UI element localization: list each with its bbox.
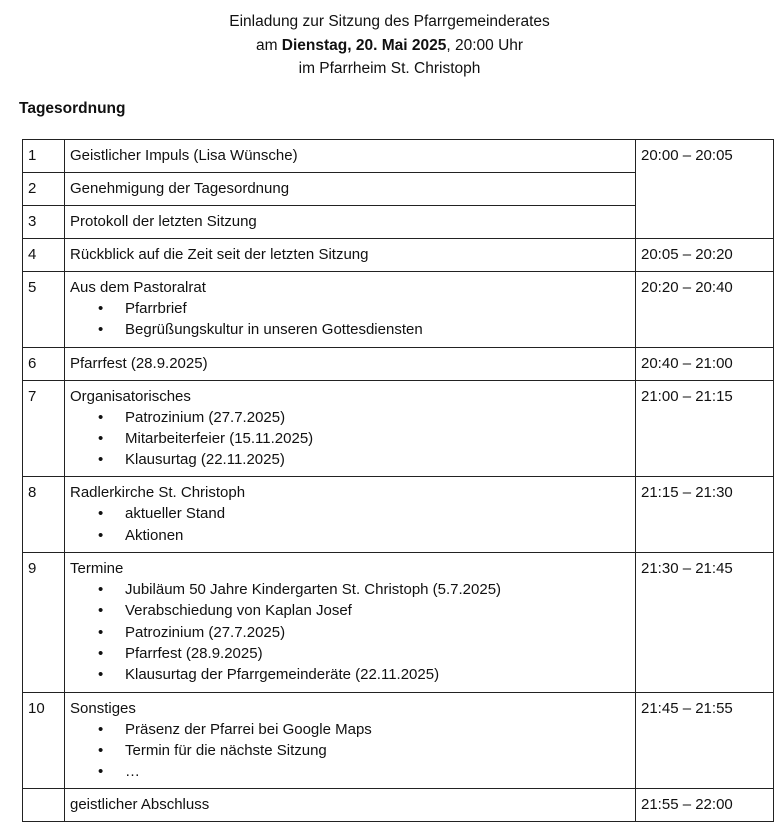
agenda-topic: Rückblick auf die Zeit seit der letzten Sitzung	[65, 239, 636, 272]
list-item	[98, 719, 630, 740]
agenda-topic: Genehmigung der Tagesordnung	[65, 173, 636, 206]
bullet-icon: •	[98, 451, 104, 469]
list-item	[98, 428, 630, 449]
list-item	[98, 449, 630, 470]
list-item-label: Pfarrfest (28.9.2025)	[125, 644, 263, 662]
bullet-icon: •	[98, 581, 104, 599]
list-item-label: aktueller Stand	[125, 505, 226, 523]
agenda-time: 20:20 – 20:40	[636, 272, 774, 348]
sub-item-list	[70, 719, 630, 783]
list-item-label: Präsenz der Pfarrei bei Google Maps	[125, 720, 372, 738]
agenda-time: 20:40 – 21:00	[636, 347, 774, 380]
meeting-date-line	[0, 34, 779, 58]
bullet-icon: •	[98, 623, 104, 641]
table-row	[23, 477, 774, 553]
sub-item-list	[70, 579, 630, 685]
agenda-topic: Pfarrfest (28.9.2025)	[65, 347, 636, 380]
list-item-label: Klausurtag der Pfarrgemeinderäte (22.11.2025)	[125, 666, 440, 684]
list-item-label: Jubiläum 50 Jahre Kindergarten St. Christoph (5.7.2025)	[125, 581, 502, 599]
agenda-heading: Tagesordnung	[19, 100, 126, 117]
agenda-topic: Termine	[70, 560, 124, 578]
date-prefix: am	[255, 36, 282, 54]
list-item	[98, 319, 630, 340]
agenda-time: 21:15 – 21:30	[636, 477, 774, 553]
bullet-icon: •	[98, 321, 104, 339]
agenda-number: 10	[23, 692, 65, 789]
table-row	[23, 380, 774, 477]
agenda-time: 20:05 – 20:20	[636, 239, 774, 272]
list-item-label: Begrüßungskultur in unseren Gottesdiensten	[125, 321, 423, 339]
list-item	[98, 298, 630, 319]
list-item-label: Verabschiedung von Kaplan Josef	[125, 602, 352, 620]
list-item	[98, 622, 630, 643]
list-item	[98, 761, 630, 782]
agenda-time: 21:30 – 21:45	[636, 553, 774, 692]
table-row	[23, 789, 774, 822]
list-item-label: Termin für die nächste Sitzung	[125, 741, 327, 759]
agenda-topic: geistlicher Abschluss	[65, 789, 636, 822]
agenda-topic-cell	[65, 380, 636, 477]
agenda-topic-cell	[65, 553, 636, 692]
agenda-time: 20:00 – 20:05	[636, 140, 774, 239]
meeting-location: im Pfarrheim St. Christoph	[298, 60, 481, 77]
bullet-icon: •	[98, 300, 104, 317]
table-row	[23, 692, 774, 789]
agenda-number: 5	[23, 272, 65, 348]
agenda-number: 6	[23, 347, 65, 380]
agenda-time: 21:00 – 21:15	[636, 380, 774, 477]
bullet-icon: •	[98, 741, 104, 759]
table-row	[23, 347, 774, 380]
table-row	[23, 239, 774, 272]
agenda-number: 4	[23, 239, 65, 272]
agenda-topic: Sonstiges	[70, 699, 136, 717]
bullet-icon: •	[98, 408, 104, 426]
agenda-topic: Aus dem Pastoralrat	[70, 279, 206, 296]
list-item	[98, 600, 630, 621]
meeting-date: Dienstag, 20. Mai 2025	[281, 36, 447, 54]
list-item	[98, 503, 630, 524]
agenda-number: 1	[23, 140, 65, 173]
agenda-topic: Radlerkirche St. Christoph	[70, 484, 246, 502]
table-row	[23, 140, 774, 173]
bullet-icon: •	[98, 720, 104, 738]
sub-item-list	[70, 298, 630, 341]
list-item-label: Patrozinium (27.7.2025)	[125, 408, 286, 426]
list-item	[98, 643, 630, 664]
agenda-number: 3	[23, 206, 65, 239]
sub-item-list	[70, 407, 630, 471]
bullet-icon: •	[98, 763, 104, 781]
agenda-number	[23, 789, 65, 822]
table-row	[23, 272, 774, 348]
agenda-topic-cell	[65, 477, 636, 553]
invitation-header	[0, 10, 779, 81]
agenda-topic: Organisatorisches	[70, 387, 191, 405]
bullet-icon: •	[98, 644, 104, 662]
agenda-time: 21:45 – 21:55	[636, 692, 774, 789]
bullet-icon: •	[98, 602, 104, 620]
agenda-topic: Geistlicher Impuls (Lisa Wünsche)	[65, 140, 636, 173]
meeting-time: , 20:00 Uhr	[446, 36, 524, 54]
list-item-label: Klausurtag (22.11.2025)	[125, 451, 285, 469]
bullet-icon: •	[98, 666, 104, 684]
list-item-label: Aktionen	[125, 526, 184, 544]
agenda-time: 21:55 – 22:00	[636, 789, 774, 822]
list-item-label: Mitarbeiterfeier (15.11.2025)	[125, 429, 314, 447]
list-item	[98, 407, 630, 428]
list-item	[98, 664, 630, 685]
invitation-title: Einladung zur Sitzung des Pfarrgemeinderates	[229, 13, 550, 30]
bullet-icon: •	[98, 526, 104, 544]
list-item-label: Patrozinium (27.7.2025)	[125, 623, 286, 641]
agenda-topic-cell	[65, 692, 636, 789]
bullet-icon: •	[98, 429, 104, 447]
list-item	[98, 740, 630, 761]
agenda-topic: Protokoll der letzten Sitzung	[65, 206, 636, 239]
list-item-label: Pfarrbrief	[125, 300, 187, 317]
list-item	[98, 525, 630, 546]
agenda-topic-cell	[65, 272, 636, 348]
bullet-icon: •	[98, 505, 104, 523]
agenda-table	[22, 139, 774, 822]
list-item-label: …	[125, 763, 140, 781]
agenda-number: 9	[23, 553, 65, 692]
agenda-number: 2	[23, 173, 65, 206]
list-item	[98, 579, 630, 600]
sub-item-list	[70, 503, 630, 546]
agenda-number: 8	[23, 477, 65, 553]
table-row	[23, 553, 774, 692]
agenda-number: 7	[23, 380, 65, 477]
